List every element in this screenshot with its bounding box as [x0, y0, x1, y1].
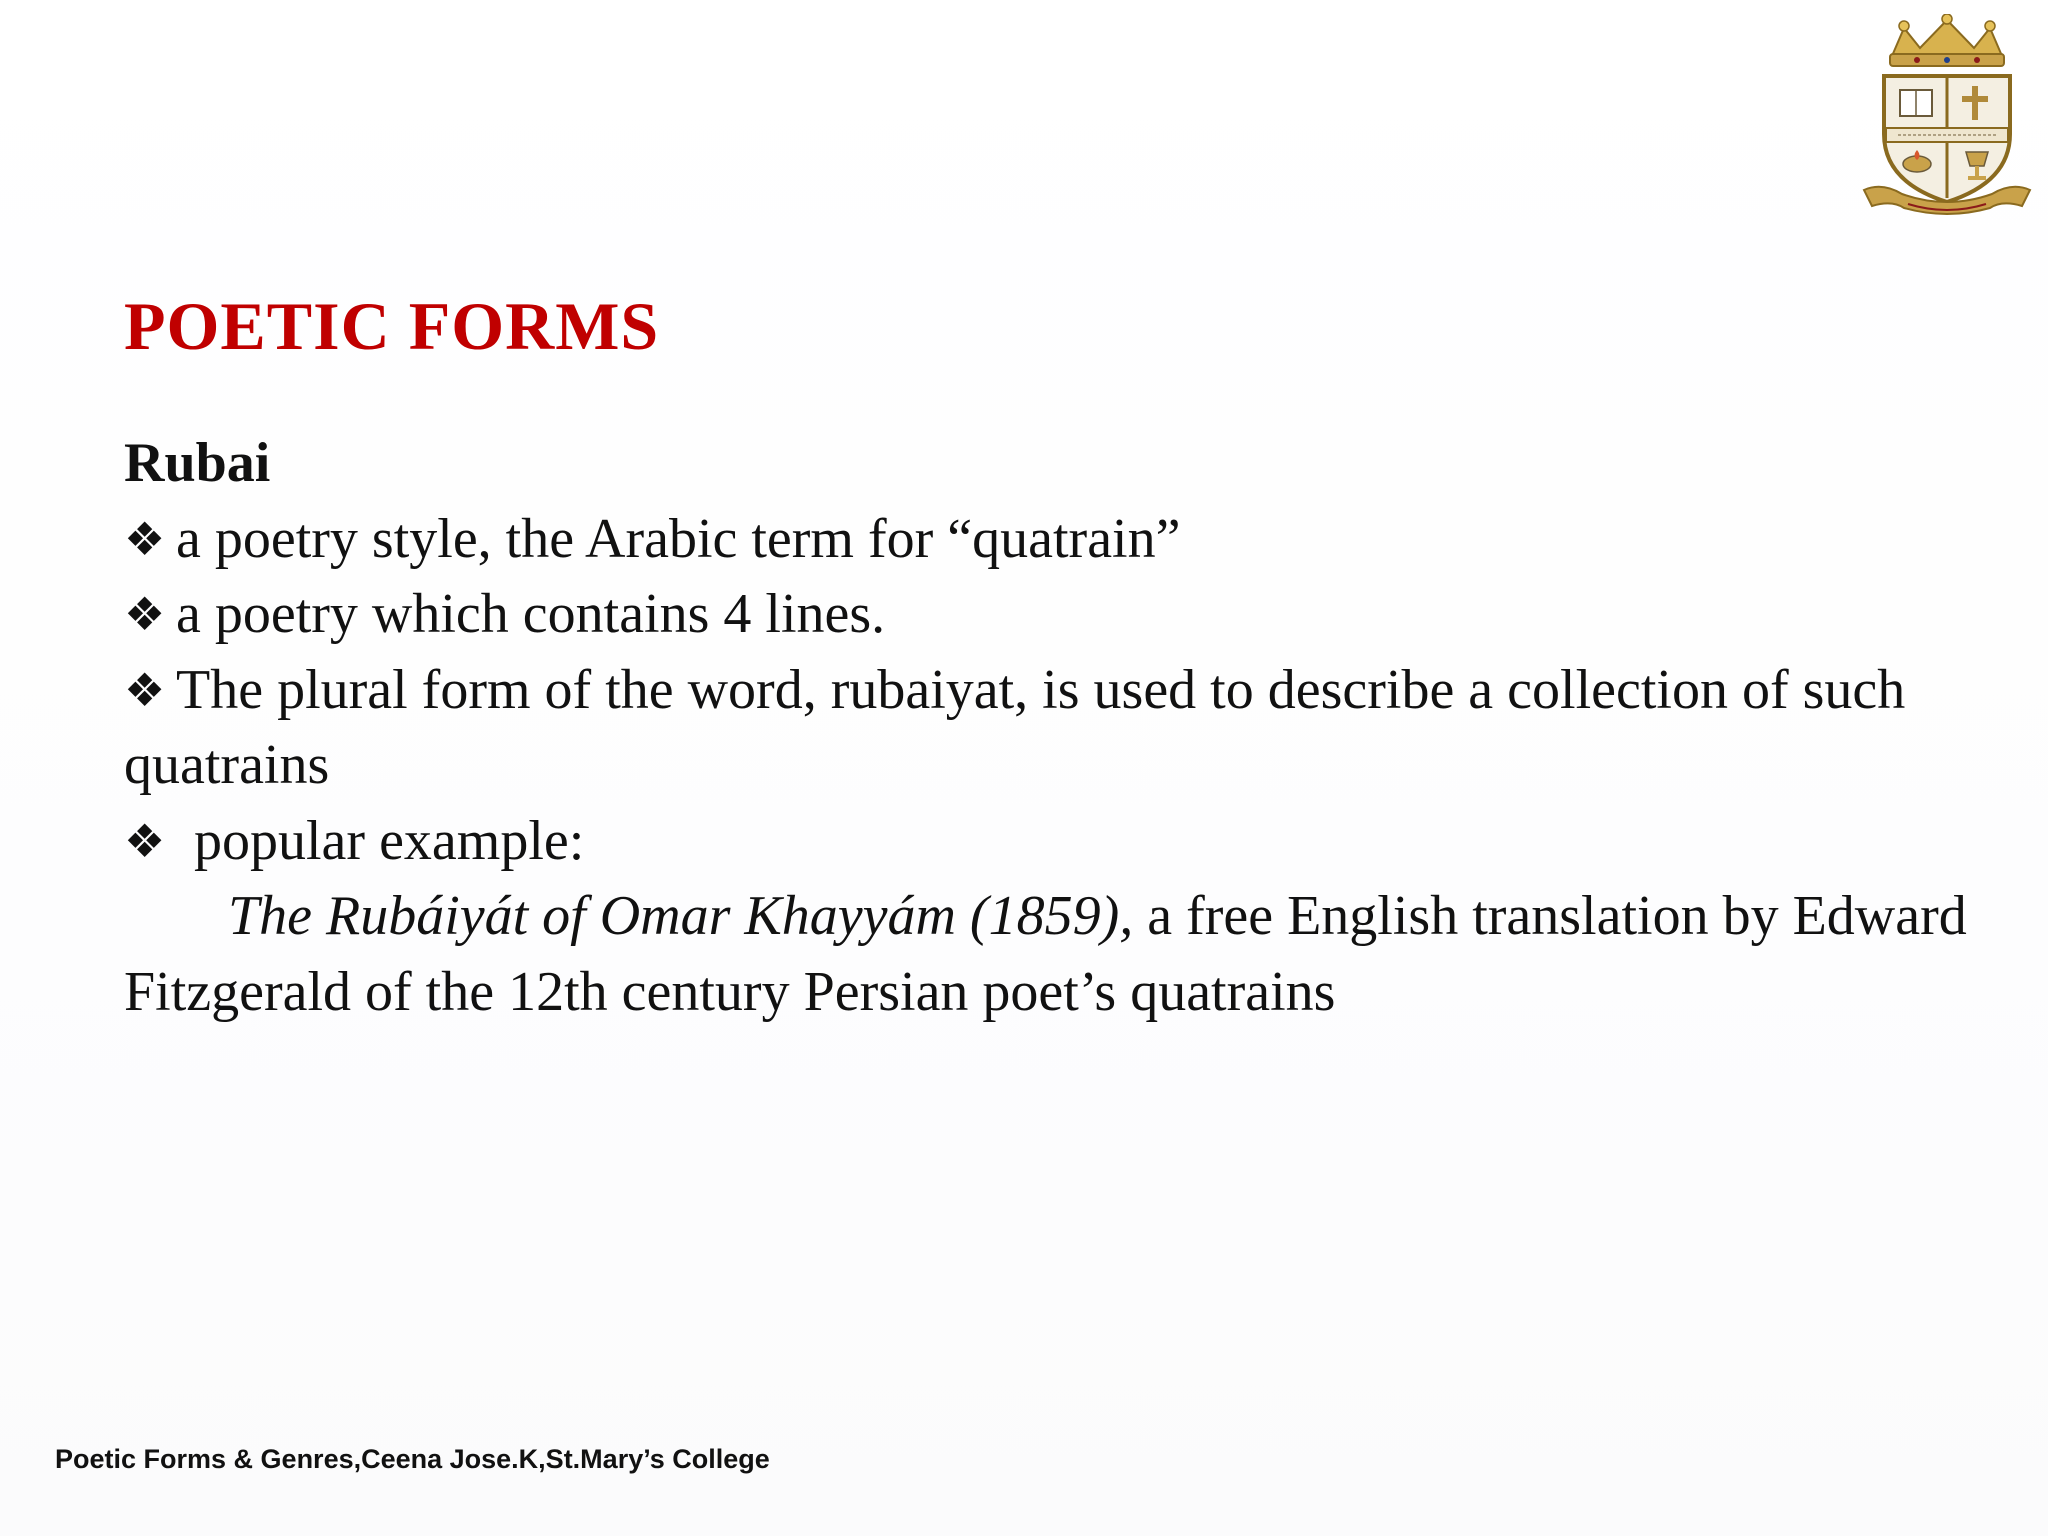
shield-icon	[1884, 76, 2010, 202]
diamond-bullet-icon: ❖	[124, 664, 166, 716]
example-title: The Rubáiyát of Omar Khayyám (1859),	[228, 885, 1134, 947]
section-heading: Rubai	[124, 432, 271, 494]
bullet-text: popular example:	[194, 809, 585, 872]
slide-title: POETIC FORMS	[124, 288, 660, 364]
slide-body	[124, 426, 2004, 1030]
diamond-bullet-icon: ❖	[124, 815, 166, 867]
diamond-bullet-icon: ❖	[124, 589, 166, 640]
diamond-bullet-icon: ❖	[124, 513, 166, 565]
bullet-item	[124, 804, 2004, 880]
bullet-text: a poetry style, the Arabic term for “quatrain”	[176, 507, 1181, 570]
college-crest-icon	[1862, 14, 2032, 220]
bullet-text: a poetry which contains 4 lines.	[176, 583, 886, 645]
crown-icon	[1890, 14, 2004, 66]
example-description: a free English translation by Edward Fitzgerald of the 12th century Persian poet’s quatrains	[124, 885, 1967, 1023]
bullet-item	[124, 577, 2004, 653]
bullet-item	[124, 502, 2004, 578]
slide-footer: Poetic Forms & Genres,Ceena Jose.K,St.Mary’s College	[55, 1444, 770, 1474]
example-paragraph	[124, 879, 2004, 1030]
bullet-text: The plural form of the word, rubaiyat, is used to describe a collection of such quatrains	[124, 658, 1906, 796]
bullet-item	[124, 653, 2004, 804]
